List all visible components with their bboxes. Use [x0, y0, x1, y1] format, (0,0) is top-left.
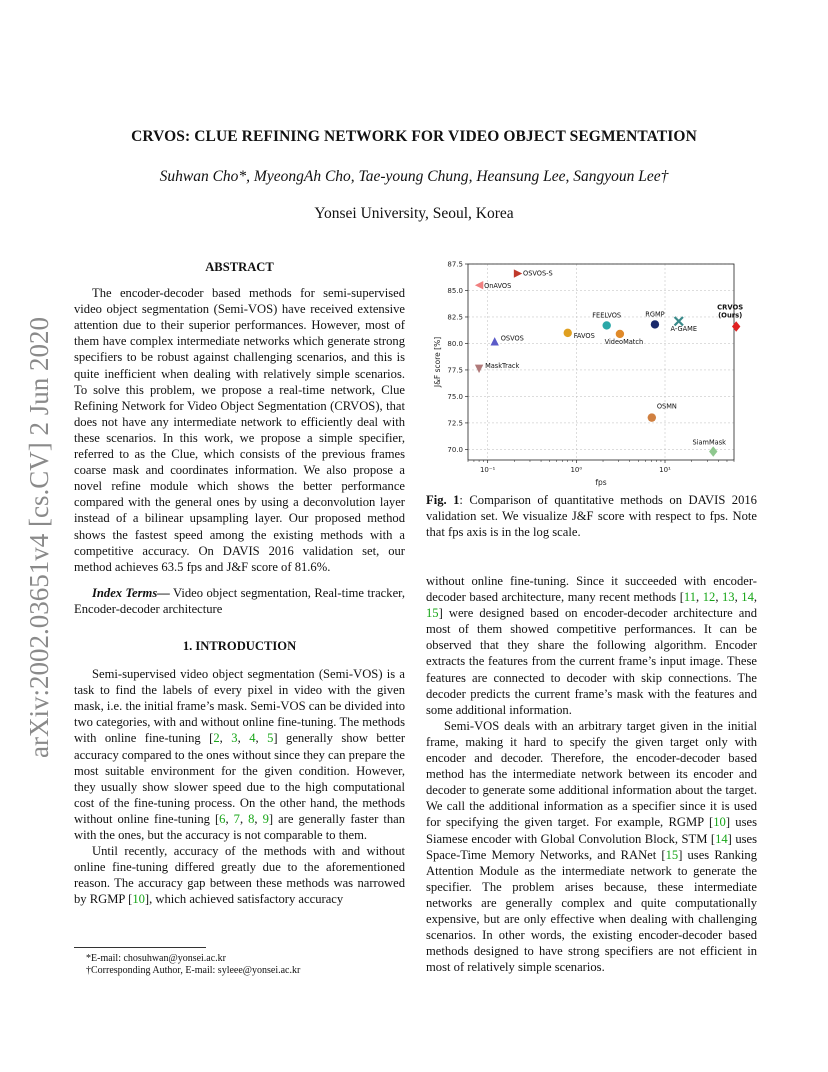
chart-point	[564, 329, 572, 337]
abstract-heading: ABSTRACT	[205, 260, 274, 274]
intro-paragraph-4: Semi-VOS deals with an arbitrary target given in the initial frame, making it hard to specify the given target only with encoder and decoder. Therefore, the encoder-decoder based method has the intermediate network between its encoder and decoder to generate some additional information about the target. We call the additional information as a specifier since it is used for specifying the given target. For example, RGMP [10] uses Siamese encoder with Global Convolution Block, STM [14] uses Space-Time Memory Networks, and RANet [15] uses Ranking Attention Module as the intermediate network to generate the specifier. The problem arises because, these intermediate networks are generally complex and quite computationally expensive, but are only effective when dealing with challenging scenarios. In other words, the existing encoder-decoder based methods designed to have strong specifiers are not efficient in most of relatively simple scenarios.	[426, 718, 758, 975]
chart-point-label: FEELVOS	[592, 311, 622, 320]
chart-point	[602, 321, 610, 329]
chart-point-label: SiamMask	[692, 438, 726, 447]
figure-scatter-chart	[426, 254, 758, 490]
citation-link[interactable]: 10	[713, 815, 726, 830]
right-column	[426, 573, 757, 975]
footnotes	[74, 947, 405, 977]
citation-link[interactable]: 8	[248, 811, 255, 826]
chart-y-axis-label: J&F score [%]	[433, 336, 442, 388]
index-terms-text: Video object segmentation, Real-time tracker, Encoder-decoder architecture	[74, 585, 406, 616]
y-tick-label: 85.0	[447, 286, 463, 295]
footnote-email: *E-mail: chosuhwan@yonsei.ac.kr	[86, 953, 227, 964]
arxiv-identifier-text: arXiv:2002.03651v4 [cs.CV] 2 Jun 2020	[24, 317, 54, 758]
index-terms-label: Index Terms—	[92, 585, 170, 600]
x-tick-label: 10¹	[659, 466, 671, 474]
citation-link[interactable]: 5	[267, 731, 274, 746]
citation-link[interactable]: 9	[262, 811, 269, 826]
citation-link[interactable]: 11	[683, 590, 697, 605]
affiliation: Yonsei University, Seoul, Korea	[314, 205, 514, 222]
y-tick-label: 77.5	[447, 366, 463, 375]
y-tick-label: 75.0	[447, 392, 463, 401]
chart-point-label: OSVOS-S	[523, 269, 553, 278]
index-terms	[74, 585, 405, 617]
introduction-heading: 1. INTRODUCTION	[182, 638, 297, 653]
x-tick-label: 10⁰	[570, 466, 583, 474]
left-column	[74, 259, 405, 907]
citation-link[interactable]: 15	[426, 606, 439, 621]
chart-point	[475, 365, 483, 373]
chart-x-axis-label: fps	[595, 478, 607, 487]
abstract-text: The encoder-decoder based methods for semi-supervised video object segmentation (Semi-VOS) have received extensive attention due to their superior performances. However, most of them have complex intermediate networks which generate strong specifiers to be robust against challenging scenarios, and this is quite inefficient when dealing with relatively simple scenarios. To solve this problem, we propose a real-time network, Clue Refining Network for Video Object Segmentation (CRVOS), that does not have any intermediate network to efficiently deal with these scenarios. In this work, we propose a simple specifier, referred to as the Clue, which consists of the previous frames coarse mask and coordinates information. We also propose a novel refine module which shows the better performance compared with the general ones by using a deconvolution layer instead of a bilinear upsampling layer. Our proposed method shows the fastest speed among the existing methods with a competitive accuracy. On DAVIS 2016 validation set, our method achieves 63.5 fps and J&F score of 81.6%.	[74, 286, 405, 574]
y-tick-label: 72.5	[447, 419, 463, 428]
y-tick-label: 87.5	[447, 260, 463, 269]
chart-point	[709, 446, 717, 456]
author-list: Suhwan Cho*, MyeongAh Cho, Tae-young Chung, Heansung Lee, Sangyoun Lee†	[159, 168, 669, 185]
footnote-rule	[74, 947, 206, 948]
chart-point-label: CRVOS (Ours)	[717, 303, 744, 320]
y-tick-label: 70.0	[447, 445, 463, 454]
y-tick-label: 80.0	[447, 339, 463, 348]
chart-point	[675, 317, 683, 325]
chart-points	[475, 269, 743, 456]
intro-paragraph-2: Until recently, accuracy of the methods with and without online fine-tuning differed greatly due to the aforementioned reason. The accuracy gap between these methods was narrowed by RGMP [10], which achieved satisfactory accuracy	[74, 844, 405, 907]
chart-point	[616, 330, 624, 338]
y-tick-label: 82.5	[447, 313, 463, 322]
chart-y-axis	[447, 261, 468, 454]
footnote-corresponding-author: †Corresponding Author, E-mail: syleee@yonsei.ac.kr	[86, 965, 301, 976]
chart-point	[490, 337, 498, 345]
citation-link[interactable]: 10	[132, 892, 145, 907]
citation-link[interactable]: 14	[715, 831, 728, 846]
citation-link[interactable]: 3	[231, 731, 238, 746]
citation-link[interactable]: 14	[741, 590, 754, 605]
chart-point	[514, 269, 522, 277]
chart-point-label: OSMN	[656, 402, 677, 411]
chart-point-label: FAVOS	[573, 331, 595, 340]
chart-point-label: OSVOS	[500, 334, 524, 343]
citation-link[interactable]: 12	[702, 590, 716, 605]
figure-caption-label: Fig. 1	[426, 493, 460, 507]
citation-link[interactable]: 13	[722, 590, 735, 605]
citation-link[interactable]: 2	[213, 731, 220, 746]
chart-point-label: VideoMatch	[604, 337, 644, 346]
citation-link[interactable]: 7	[233, 811, 240, 826]
chart-point	[732, 321, 740, 331]
figure-caption-text: : Comparison of quantitative methods on DAVIS 2016 validation set. We visualize J&F score with respect to fps. Note that fps axis is in the log scale.	[426, 493, 757, 540]
citation-link[interactable]: 4	[249, 731, 256, 746]
citation-link[interactable]: 6	[219, 811, 226, 826]
citation-link[interactable]: 15	[665, 847, 679, 862]
x-tick-label: 10⁻¹	[479, 466, 496, 474]
chart-point	[651, 320, 659, 328]
chart-point	[648, 413, 656, 421]
chart-point-label: RGMP	[645, 310, 665, 319]
arxiv-identifier	[18, 300, 58, 760]
chart-point-label: A-GAME	[670, 325, 698, 334]
chart-point-label: OnAVOS	[484, 282, 512, 291]
intro-paragraph-3: without online fine-tuning. Since it succeeded with encoder-decoder based architecture, many recent methods [11, 12, 13, 14, 15] were designed based on encoder-decoder architecture and most of them showed competitive performances. It can be observed that they share the following algorithm. Encoder extracts the features from the current frame’s input image. These features are connected to decoder with skip connections. The decoder predicts the current frame’s mask with the features and some additional information.	[426, 574, 758, 717]
intro-paragraph-1: Semi-supervised video object segmentation (Semi-VOS) is a task to find the labels of every pixel in video with the given mask, i.e. the initial frame’s mask. Semi-VOS can be divided into two categories, with and without online fine-tuning. The methods with online fine-tuning [2, 3, 4, 5] generally show better accuracy compared to the ones without since they can prepare the most suitable environment for the given condition. However, they usually show slower speed due to the high computational cost of the fine-tuning process. On the other hand, the methods without online fine-tuning [6, 7, 8, 9] are generally faster than with the ones, but the accuracy is not comparable to them.	[74, 667, 406, 842]
paper-title: CRVOS: CLUE REFINING NETWORK FOR VIDEO OBJECT SEGMENTATION	[131, 128, 697, 145]
figure-caption	[426, 492, 757, 540]
chart-x-axis	[468, 460, 734, 474]
chart-point-label: MaskTrack	[485, 361, 520, 370]
chart-point	[475, 281, 483, 289]
